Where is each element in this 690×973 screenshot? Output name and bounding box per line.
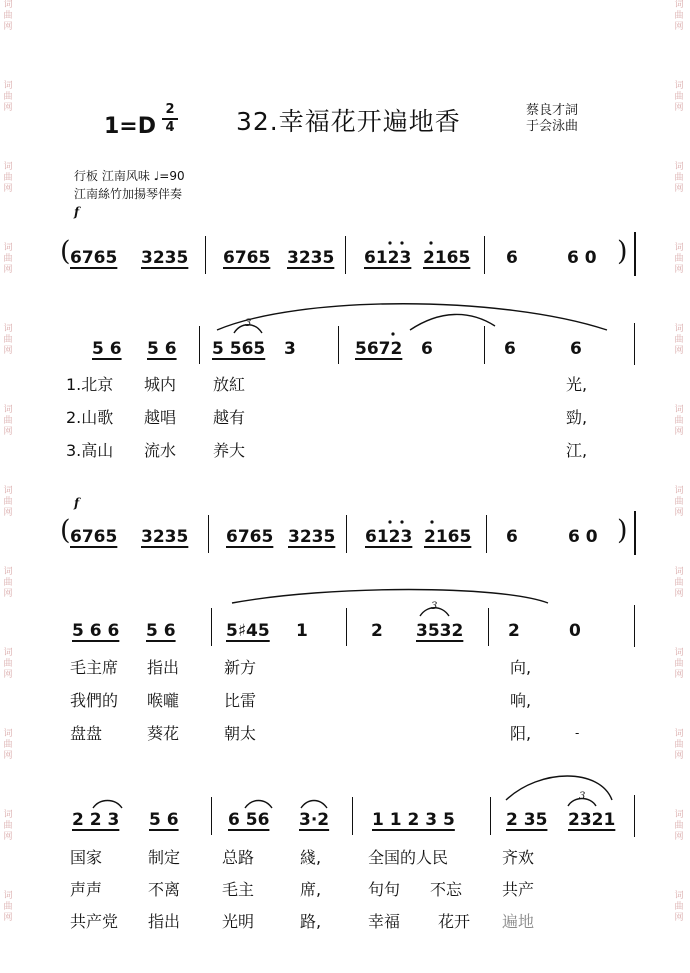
- open-paren: (: [60, 236, 71, 267]
- note-group: 5 6: [146, 621, 176, 641]
- note-group: 3235: [141, 527, 189, 547]
- lyric: 毛主: [222, 880, 255, 899]
- tempo-line-1: 行板 江南风味 ♩=90: [74, 169, 185, 183]
- lyric: 全国的人民: [368, 848, 449, 867]
- note-group: 3532: [416, 621, 464, 641]
- note-group: 3: [284, 339, 296, 359]
- lyric: 阳,: [510, 724, 532, 743]
- open-paren: (: [60, 515, 71, 546]
- slurs: [93, 304, 612, 808]
- note-group: 5 6: [92, 339, 122, 359]
- lyric: 朝太: [224, 724, 257, 743]
- note-group: 6123: [365, 527, 413, 547]
- lyric: 越唱: [144, 408, 177, 427]
- note-group: 5672: [355, 339, 403, 359]
- note-group: 2 2 3: [72, 810, 120, 830]
- close-paren: ): [617, 515, 628, 546]
- lyricist: 蔡良才詞: [526, 103, 579, 118]
- triplet-mark: 3: [579, 791, 586, 802]
- lyric: 光,: [566, 375, 588, 394]
- note-group: 1 1 2 3 5: [372, 810, 455, 830]
- lyric: 遍地: [502, 912, 535, 931]
- note-group: 5 565: [212, 339, 266, 359]
- lyric: 总路: [222, 848, 255, 867]
- dynamic-forte-1: f: [74, 205, 80, 219]
- note-group: 2165: [423, 248, 471, 268]
- lyric: 毛主席: [70, 658, 119, 677]
- note-group: 6 0: [567, 248, 597, 268]
- tempo-line-2: 江南絲竹加揚琴伴奏: [74, 187, 183, 201]
- note-group: 6: [570, 339, 582, 359]
- lyric: 席,: [300, 880, 322, 899]
- note-group: 2 35: [506, 810, 548, 830]
- lyric: 葵花: [147, 724, 180, 743]
- lyric: 指出: [148, 912, 181, 931]
- note-group: 6: [504, 339, 516, 359]
- triplet-mark: 3: [245, 318, 252, 329]
- lyric: 江,: [566, 441, 588, 460]
- note-group: 2: [371, 621, 383, 641]
- svg-text:-: -: [575, 726, 580, 740]
- lyric: 共产党: [70, 912, 119, 931]
- lyric: 流水: [144, 441, 177, 460]
- note-group: 2321: [568, 810, 616, 830]
- lyric: 国家: [70, 848, 103, 867]
- lyric: 3.高山: [66, 441, 114, 460]
- key-signature: 1=D: [104, 114, 157, 139]
- note-group: 6: [506, 248, 518, 268]
- note-group: 3235: [141, 248, 189, 268]
- lyric: 声声: [70, 880, 103, 899]
- triplet-marks: [245, 318, 588, 802]
- note-group: 2: [508, 621, 520, 641]
- lyric: 勁,: [566, 408, 588, 427]
- note-group: 6123: [364, 248, 412, 268]
- time-signature-bottom: 4: [165, 120, 175, 135]
- lyric: 句句: [368, 880, 401, 899]
- note-group: 6: [421, 339, 433, 359]
- note-group: 3235: [288, 527, 336, 547]
- time-signature-top: 2: [165, 102, 175, 117]
- lyric: 1.北京: [66, 375, 114, 394]
- lyric: 城内: [144, 375, 177, 394]
- lyric: 养大: [213, 441, 246, 460]
- note-group: 3·2: [299, 810, 330, 830]
- lyric: 新方: [224, 658, 257, 677]
- lyric: 向,: [510, 658, 532, 677]
- lyric: 2.山歌: [66, 408, 114, 427]
- lyric: 齐欢: [502, 848, 535, 867]
- note-group: 6 0: [568, 527, 598, 547]
- lyric: 我們的: [70, 691, 119, 710]
- note-group: 6765: [70, 527, 118, 547]
- note-group: 5 6: [147, 339, 177, 359]
- note-group: 5♯45: [226, 621, 270, 641]
- note-group: 6: [506, 527, 518, 547]
- watermark-left: 词曲网 词曲网 词曲网 词曲网 词曲网 词曲网 词曲网 词曲网 词曲网 词曲网 词曲网 词曲网: [3, 0, 13, 923]
- close-paren: ): [617, 236, 628, 267]
- note-group: 1: [296, 621, 308, 641]
- note-group: 3235: [287, 248, 335, 268]
- song-title: 32.幸福花开遍地香: [236, 107, 461, 136]
- lyric: 綫,: [300, 848, 322, 867]
- lyric: 制定: [148, 848, 181, 867]
- note-group: 6 56: [228, 810, 270, 830]
- lyric: 越有: [213, 408, 246, 427]
- lyric: 比雷: [224, 691, 257, 710]
- lyric: 共产: [502, 880, 535, 899]
- note-group: 6765: [226, 527, 274, 547]
- lyric: 指出: [147, 658, 180, 677]
- composer: 于会泳曲: [526, 119, 579, 134]
- lyric: 喉嚨: [147, 691, 180, 710]
- lyric: 不忘: [430, 880, 463, 899]
- lyric: 响,: [510, 691, 532, 710]
- lyric: 花开: [438, 912, 471, 931]
- note-group: 5 6: [149, 810, 179, 830]
- lyric: 光明: [222, 912, 255, 931]
- note-group: 6765: [223, 248, 271, 268]
- note-group: 0: [569, 621, 581, 641]
- octave-dots: [388, 241, 433, 523]
- lyric: 路,: [300, 912, 322, 931]
- note-group: 6765: [70, 248, 118, 268]
- lyric: 幸福: [368, 912, 401, 931]
- note-group: 2165: [424, 527, 472, 547]
- lyric: 放紅: [213, 375, 246, 394]
- note-group: 5 6 6: [72, 621, 120, 641]
- triplet-mark: 3: [431, 601, 438, 612]
- dynamic-forte-2: f: [74, 496, 80, 510]
- lyric: 不离: [148, 880, 181, 899]
- watermark-right: 词曲网 词曲网 词曲网 词曲网 词曲网 词曲网 词曲网 词曲网 词曲网 词曲网 词曲网 词曲网: [674, 0, 684, 923]
- lyric: 盘盘: [70, 724, 103, 743]
